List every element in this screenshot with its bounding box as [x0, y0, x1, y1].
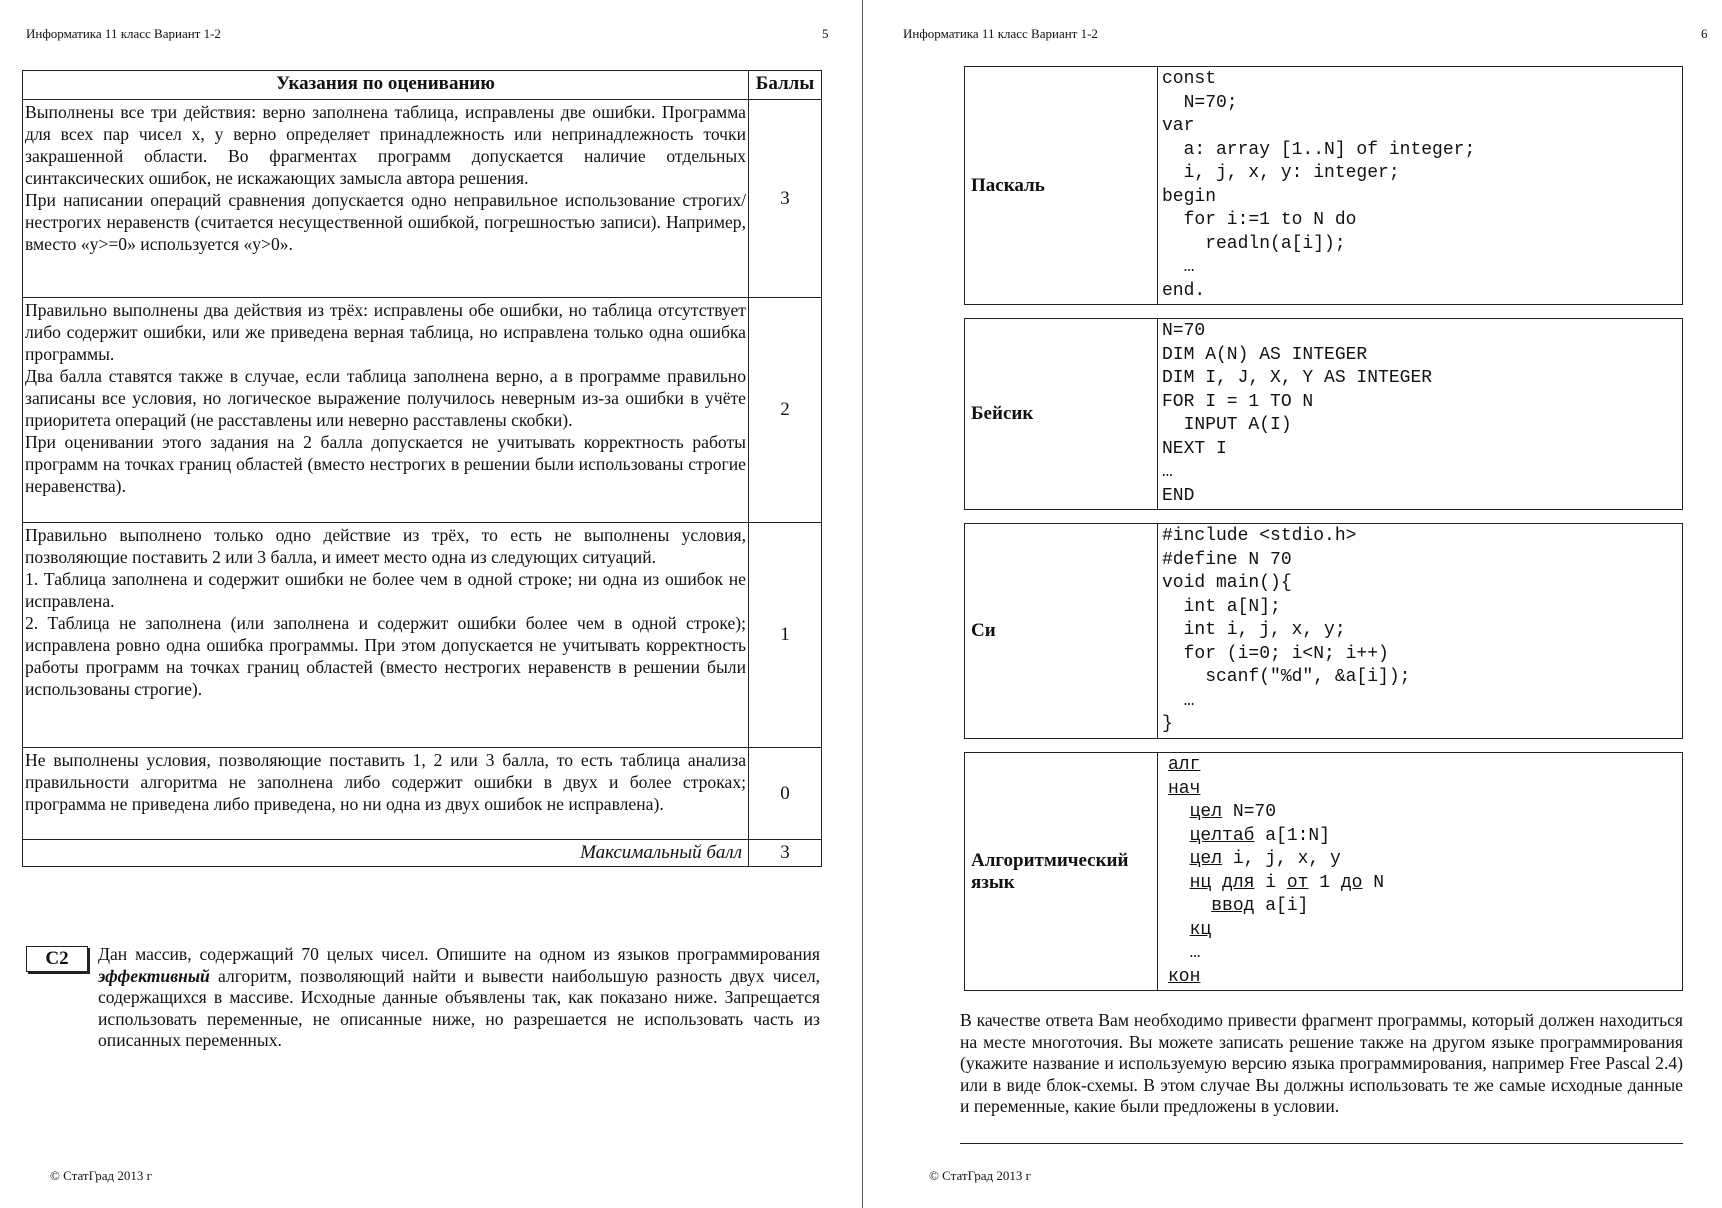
language-name-line1: Алгоритмический — [971, 849, 1129, 871]
points-cell: 0 — [749, 748, 822, 840]
criteria-paragraph: Не выполнены условия, позволяющие поставить 1, 2 или 3 балла, то есть таблица анализа правильности алгоритма не заполнена либо содержит ошибки в двух и более строках; программа не приведена либо приведена, но ни одна из двух ошибок не исправлена). — [25, 750, 746, 814]
keyword: целтаб — [1189, 825, 1255, 846]
criteria-cell — [23, 523, 749, 748]
table-row — [23, 748, 822, 840]
keyword: цел — [1189, 849, 1223, 869]
keyword: нц — [1189, 872, 1212, 893]
table-row — [23, 298, 822, 523]
points-cell: 2 — [749, 298, 822, 523]
code-text: N=70 — [1222, 802, 1277, 822]
language-name: Бейсик — [965, 319, 1158, 510]
page-footer: © СтатГрад 2013 г — [50, 1168, 152, 1183]
keyword: ввод — [1211, 896, 1255, 916]
language-name: Паскаль — [965, 67, 1158, 305]
grading-table — [22, 70, 822, 867]
keyword: кц — [1189, 919, 1212, 940]
keyword: нач — [1168, 778, 1201, 799]
code-text: 1 — [1308, 872, 1341, 893]
criteria-paragraph: При оценивании этого задания на 2 балла допускается не учитывать корректность работы программ на точках границ областей (вместо нестрогих в решении были использованы строгие неравенства). — [25, 432, 746, 496]
code-block-basic — [964, 318, 1683, 510]
code-text: i — [1254, 872, 1287, 893]
points-cell: 3 — [749, 100, 822, 298]
points-cell: 1 — [749, 523, 822, 748]
keyword: до — [1340, 872, 1363, 893]
code-text: … — [1189, 943, 1201, 963]
page-footer: © СтатГрад 2013 г — [929, 1168, 1031, 1183]
criteria-paragraph: Правильно выполнено только одно действие из трёх, то есть не выполнены условия, позволяющие поставить 2 или 3 балла, и имеет место одна из следующих ситуаций. — [25, 525, 746, 567]
keyword: цел — [1189, 802, 1223, 822]
criteria-paragraph: 1. Таблица заполнена и содержит ошибки не более чем в одной строке; ни одна из ошибок не исправлена. — [25, 569, 746, 611]
task-text-emphasis: эффективный — [98, 965, 210, 986]
task-label: C2 — [26, 946, 88, 972]
page-number: 5 — [822, 26, 829, 41]
language-name-line2: язык — [971, 871, 1015, 893]
criteria-paragraph: Правильно выполнены два действия из трёх: исправлены обе ошибки, но таблица отсутствует либо содержит ошибки, или же приведена верная таблица, но исправлена только одна ошибка программы. — [25, 300, 746, 364]
code-listing: const N=70; var a: array [1..N] of integer; i, j, x, y: integer; begin for i:=1 to N do readln(a[i]); … end. — [1158, 67, 1683, 305]
code-text: a[1:N] — [1254, 825, 1331, 846]
table-row — [23, 100, 822, 298]
code-text: i, j, x, y — [1222, 849, 1341, 869]
max-score-value: 3 — [749, 840, 822, 867]
code-block-algorithmic — [964, 752, 1683, 991]
criteria-cell — [23, 100, 749, 298]
table-row — [23, 523, 822, 748]
code-listing — [1158, 753, 1683, 991]
code-block-pascal — [964, 66, 1683, 305]
criteria-cell — [23, 298, 749, 523]
keyword: для — [1222, 872, 1255, 893]
task-text-before: Дан массив, содержащий 70 целых чисел. Опишите на одном из языков программирования — [98, 944, 820, 964]
criteria-paragraph: При написании операций сравнения допускается одно неправильное использование строгих/нестрогих неравенств (считается несущественной ошибкой, погрешностью записи). Например, вместо «y>=0» используется «y>0». — [25, 190, 746, 254]
keyword: алг — [1168, 755, 1201, 775]
language-name — [965, 753, 1158, 991]
code-text: a[i] — [1254, 896, 1309, 916]
code-block-c — [964, 523, 1683, 739]
code-text: N — [1362, 872, 1385, 893]
divider — [960, 1143, 1683, 1144]
language-name: Си — [965, 524, 1158, 739]
table-row — [23, 840, 822, 867]
keyword: кон — [1168, 966, 1201, 987]
page-number: 6 — [1701, 26, 1708, 41]
code-listing: #include <stdio.h> #define N 70 void main(){ int a[N]; int i, j, x, y; for (i=0; i<N; i++) scanf("%d", &a[i]); … } — [1158, 524, 1683, 739]
criteria-paragraph: 2. Таблица не заполнена (или заполнена и содержит ошибки более чем в одной строке); исправлена ровно одна ошибка программы. При этом допускается не учитывать корректность работы программ на точках границ областей (вместо нестрогих неравенств в решении были использованы строгие). — [25, 613, 746, 699]
criteria-paragraph: Два балла ставятся также в случае, если таблица заполнена верно, а в программе правильно записаны все условия, но логическое выражение получилось неверным из-за ошибки в учёте приоритета операций (не расставлены или неверно расставлены скобки). — [25, 366, 746, 430]
answer-instructions: В качестве ответа Вам необходимо привести фрагмент программы, который должен находиться на месте многоточия. Вы можете записать решение также на другом языке программирования (укажите название и используемую версию языка программирования, например Free Pascal 2.4) или в виде блок-схемы. В этом случае Вы должны использовать те же самые исходные данные и переменные, какие были предложены в условии. — [960, 1010, 1683, 1116]
page-header: Информатика 11 класс Вариант 1-2 — [903, 26, 1098, 41]
criteria-cell — [23, 748, 749, 840]
criteria-header: Указания по оцениванию — [23, 71, 749, 100]
max-score-label: Максимальный балл — [23, 840, 749, 867]
criteria-paragraph: Выполнены все три действия: верно заполнена таблица, исправлены две ошибки. Программа для всех пар чисел x, y верно определяет принадлежность или непринадлежность точки закрашенной области. Во фрагментах программ допускается наличие отдельных синтаксических ошибок, не искажающих замысла автора решения. — [25, 102, 746, 188]
points-header: Баллы — [749, 71, 822, 100]
task-text-after: алгоритм, позволяющий найти и вывести наибольшую разность двух чисел, содержащихся в массиве. Исходные данные объявлены так, как показано ниже. Запрещается использовать переменные, не описанные ниже, но разрешается не использовать часть из описанных переменных. — [98, 965, 820, 1050]
task-text — [98, 944, 820, 1052]
keyword: от — [1286, 872, 1309, 893]
page-header: Информатика 11 класс Вариант 1-2 — [26, 26, 221, 41]
code-listing: N=70 DIM A(N) AS INTEGER DIM I, J, X, Y AS INTEGER FOR I = 1 TO N INPUT A(I) NEXT I … END — [1158, 319, 1683, 510]
